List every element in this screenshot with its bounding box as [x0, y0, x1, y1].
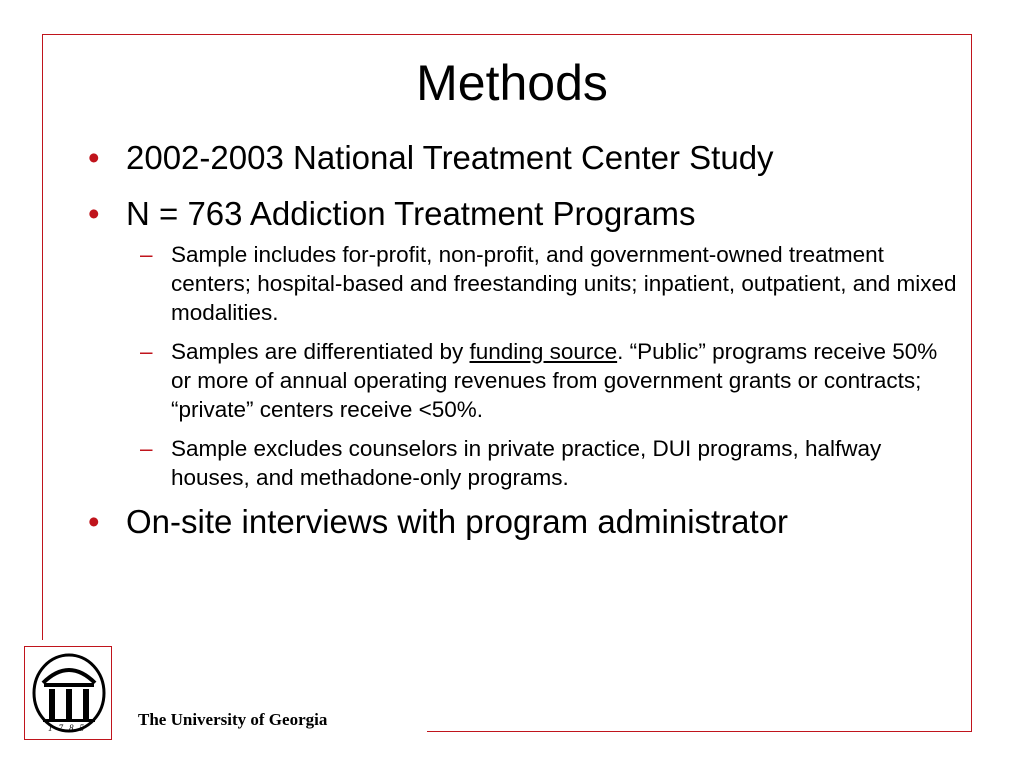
sub-item-excludes	[88, 434, 958, 492]
funding-source-underline: funding source	[469, 339, 618, 364]
bullet-marker: •	[88, 139, 100, 176]
bullet-interviews	[88, 502, 958, 542]
university-logo	[24, 646, 112, 740]
sub-item-excludes-text: Sample excludes counselors in private practice, DUI programs, halfway houses, and methadone-only programs.	[171, 436, 882, 490]
sub-item-differentiated-before: Samples are differentiated by	[171, 339, 470, 364]
bullet-sample-size-text: N = 763 Addiction Treatment Programs	[126, 195, 696, 232]
dash-marker: –	[140, 339, 153, 364]
bullet-marker: •	[88, 503, 100, 540]
bullet-study	[88, 138, 958, 178]
bullet-interviews-text: On-site interviews with program administrator	[126, 503, 789, 540]
bullet-study-text: 2002-2003 National Treatment Center Study	[126, 139, 774, 176]
logo-year: 1785	[48, 723, 90, 733]
sub-item-includes-text: Sample includes for-profit, non-profit, and government-owned treatment centers; hospital-based and freestanding units; inpatient, outpatient, and mixed modalities.	[171, 242, 957, 325]
sub-item-differentiated-after: . “Public” programs receive 50% or more of annual operating revenues from government grants or contracts; “private” centers receive <50%.	[171, 339, 938, 422]
sub-list	[88, 240, 958, 492]
sub-item-includes	[88, 240, 958, 327]
university-name: The University of Georgia	[138, 710, 328, 729]
bullet-sample-size	[88, 194, 958, 234]
slide-content	[88, 138, 958, 558]
arch-logo-icon	[31, 653, 107, 735]
dash-marker: –	[140, 242, 153, 267]
dash-marker: –	[140, 436, 153, 461]
slide-title: Methods	[416, 55, 608, 111]
footer-line	[427, 731, 972, 732]
sub-item-differentiated	[88, 337, 958, 424]
bullet-marker: •	[88, 195, 100, 232]
